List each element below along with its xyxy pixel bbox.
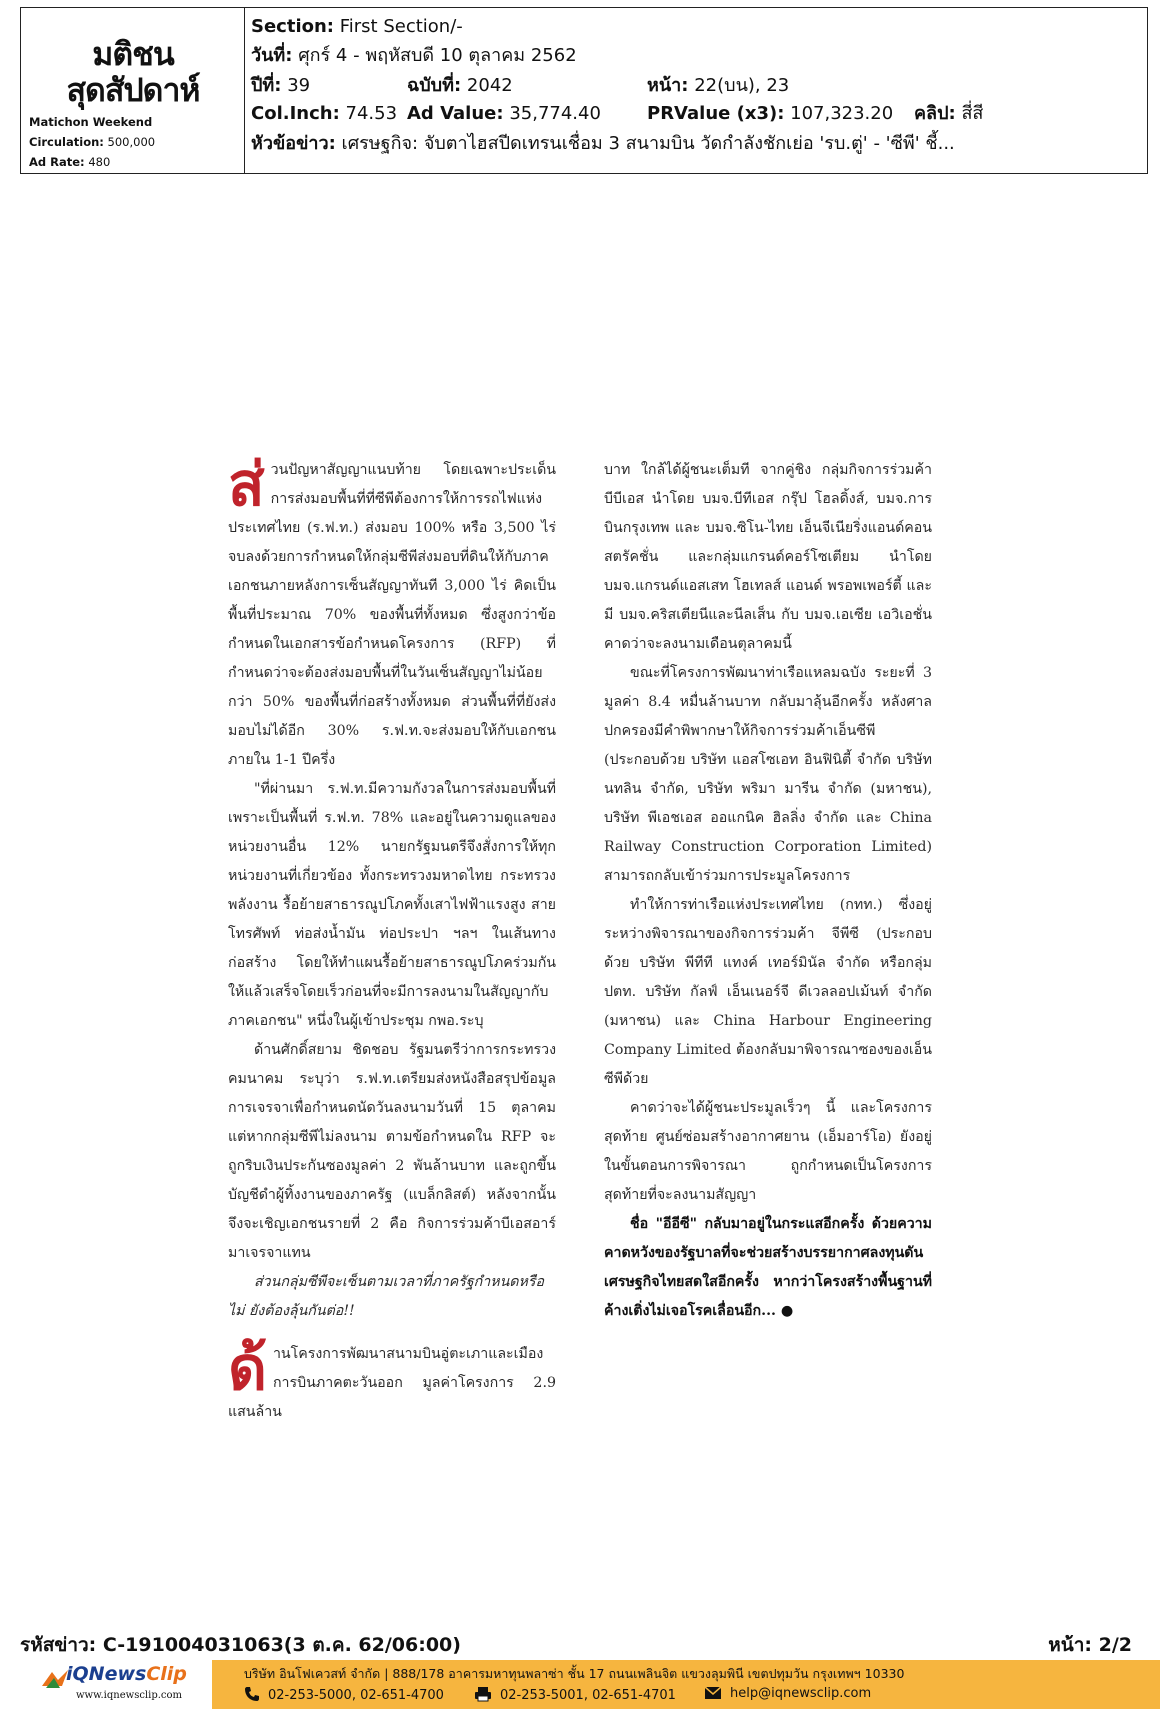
publication-english-name: Matichon Weekend [29, 115, 153, 129]
publication-logo-cell [21, 8, 245, 173]
date-field: วันที่: ศุกร์ 4 - พฤหัสบดี 10 ตุลาคม 2562 [251, 45, 577, 66]
colinch-field: Col.Inch: 74.53 [251, 103, 398, 124]
article-left-column [228, 450, 556, 1427]
article-paragraph: "ที่ผ่านมา ร.ฟ.ท.มีความกังวลในการส่งมอบพื้นที่ เพราะเป็นพื้นที่ ร.ฟ.ท. 78% และอยู่ในความดูแลของหน่วยงานอื่น 12% นายกรัฐมนตรีจึงสั่งการให้ทุกหน่วยงานที่เกี่ยวข้อง ทั้งกระทรวงมหาดไทย กระทรวงพลังงาน รื้อย้ายสาธารณูปโภคทั้งเสาไฟฟ้าแรงสูง สายโทรศัพท์ ท่อส่งน้ำมัน ท่อประปา ฯลฯ ในเส้นทางก่อสร้าง โดยให้ทำแผนรื้อย้ายสาธารณูปโภคร่วมกันให้แล้วเสร็จโดยเร็วก่อนที่จะมีการลงนามในสัญญากับภาคเอกชน" หนึ่งในผู้เข้าประชุม กพอ.ระบุ [228, 781, 556, 1029]
headline-field: หัวข้อข่าว: เศรษฐกิจ: จับตาไฮสปีดเทรนเชื่อม 3 สนามบิน วัดกำลังชักเย่อ 'รบ.ตู่' - 'ซีพี' ชี้... [251, 133, 955, 154]
phone-icon [244, 1686, 260, 1702]
clip-header [20, 7, 1148, 174]
fax-icon [474, 1686, 492, 1702]
fax-contact: 02-253-5001, 02-651-4701 [474, 1686, 676, 1703]
drop-cap: ด้ [228, 1334, 267, 1404]
company-address: บริษัท อินโฟเควสท์ จำกัด | 888/178 อาคารมหาทุนพลาซ่า ชั้น 17 ถนนเพลินจิต แขวงลุมพินี เขตปทุมวัน กรุงเทพฯ 10330 [244, 1666, 905, 1681]
brand-url: www.iqnewsclip.com [76, 1690, 183, 1701]
publication-name-line2: สุดสัปดาห์ [66, 71, 200, 109]
phone-contact: 02-253-5000, 02-651-4700 [244, 1686, 444, 1703]
brand-name: iQNewsClip [66, 1663, 187, 1685]
clip-field: คลิป: สี่สี [914, 103, 984, 124]
email-icon [704, 1686, 722, 1700]
article-paragraph: ด้านศักดิ์สยาม ชิดชอบ รัฐมนตรีว่าการกระทรวงคมนาคม ระบุว่า ร.ฟ.ท.เตรียมส่งหนังสือสรุปข้อมูลการเจรจาเพื่อกำหนดนัดวันลงนามวันที่ 15 ตุลาคม แต่หากกลุ่มซีพีไม่ลงนาม ตามข้อกำหนดใน RFP จะถูกริบเงินประกันซองมูลค่า 2 พันล้านบาท และถูกขึ้นบัญชีดำผู้ทิ้งงานของภาครัฐ (แบล็กลิสต์) หลังจากนั้นจึงจะเชิญเอกชนรายที่ 2 คือ กิจการร่วมค้าบีเอสอาร์ มาเจรจาแทน [228, 1042, 556, 1261]
issue-field: ฉบับที่: 2042 [407, 75, 513, 96]
article-right-column [604, 456, 932, 1326]
article-paragraph: ส่วนกลุ่มซีพีจะเซ็นตามเวลาที่ภาครัฐกำหนดหรือไม่ ยังต้องลุ้นกันต่อ!! [228, 1274, 544, 1319]
news-code: รหัสข่าว: C-191004031063(3 ต.ค. 62/06:00) [20, 1634, 461, 1656]
page-number: หน้า: 2/2 [1048, 1634, 1132, 1656]
advalue-field: Ad Value: 35,774.40 [407, 103, 601, 124]
publication-name-line1: มติชน [92, 35, 174, 73]
circulation: Circulation: 500,000 [29, 135, 156, 149]
footer-contact-info [212, 1660, 1160, 1709]
article-paragraph: คาดว่าจะได้ผู้ชนะประมูลเร็วๆ นี้ และโครงการสุดท้าย ศูนย์ซ่อมสร้างอากาศยาน (เอ็มอาร์โอ) ยังอยู่ในขั้นตอนการพิจารณา ถูกกำหนดเป็นโครงการสุดท้ายที่จะลงนามสัญญา [604, 1100, 932, 1203]
article-paragraph: ทำให้การท่าเรือแห่งประเทศไทย (กทท.) ซึ่งอยู่ระหว่างพิจารณาของกิจการร่วมค้า จีพีซี (ประกอบด้วย บริษัท พีทีที แทงค์ เทอร์มินัล จำกัด หรือกลุ่ม ปตท. บริษัท กัลฟ์ เอ็นเนอร์จี ดีเวลลอปเม้นท์ จำกัด (มหาชน) และ China Harbour Engineering Company Limited ต้องกลับมาพิจารณาซองของเอ็นซีพีด้วย [604, 897, 932, 1087]
article-paragraph: ขณะที่โครงการพัฒนาท่าเรือแหลมฉบัง ระยะที่ 3 มูลค่า 8.4 หมื่นล้านบาท กลับมาลุ้นอีกครั้ง หลังศาลปกครองมีคำพิพากษาให้กิจการร่วมค้าเอ็นซีพี (ประกอบด้วย บริษัท แอสโซเอท อินฟินิตี้ จำกัด บริษัท นทลิน จำกัด, บริษัท พริมา มารีน จำกัด (มหาชน), บริษัท พีเอชเอส ออแกนิค ฮิลลิ่ง จำกัด และ China Railway Construction Corporation Limited) สามารถกลับเข้าร่วมการประมูลโครงการ [604, 665, 932, 884]
page-field: หน้า: 22(บน), 23 [647, 75, 790, 96]
article-paragraph: ส่ วนปัญหาสัญญาแนบท้าย โดยเฉพาะประเด็นการส่งมอบพื้นที่ที่ซีพีต้องการให้การรถไฟแห่งประเทศไทย (ร.ฟ.ท.) ส่งมอบ 100% หรือ 3,500 ไร่ จบลงด้วยการกำหนดให้กลุ่มซีพีส่งมอบที่ดินให้กับภาคเอกชนภายหลังการเซ็นสัญญาทันที 3,000 ไร่ คิดเป็นพื้นที่ประมาณ 70% ของพื้นที่ทั้งหมด ซึ่งสูงกว่าข้อกำหนดในเอกสารข้อกำหนดโครงการ (RFP) ที่กำหนดว่าจะต้องส่งมอบพื้นที่ในวันเซ็นสัญญาไม่น้อยกว่า 50% ของพื้นที่ก่อสร้างทั้งหมด ส่วนพื้นที่ที่ยังส่งมอบไม่ได้อีก 30% ร.ฟ.ท.จะส่งมอบให้กับเอกชนภายใน 1-1 ปีครึ่ง [228, 450, 556, 768]
drop-cap: ส่ [228, 450, 265, 520]
iqnewsclip-logo [0, 1660, 212, 1709]
article-paragraph: บาท ใกล้ได้ผู้ชนะเต็มที จากคู่ชิง กลุ่มกิจการร่วมค้า บีบีเอส นำโดย บมจ.บีทีเอส กรุ๊ป โฮลดิ้งส์, บมจ.การบินกรุงเทพ และ บมจ.ซิโน-ไทย เอ็นจีเนียริ่งแอนด์คอนสตรัคชั่น และกลุ่มแกรนด์คอร์โซเตียม นำโดย บมจ.แกรนด์แอสเสท โฮเทลส์ แอนด์ พรอพเพอร์ตี้ และมี บมจ.คริสเตียนีและนีลเส็น กับ บมจ.เอเซีย เอวิเอชั่น คาดว่าจะลงนามเดือนตุลาคมนี้ [604, 462, 932, 652]
year-field: ปีที่: 39 [251, 75, 311, 96]
footer-bar [0, 1660, 1160, 1709]
article-paragraph: ด้ านโครงการพัฒนาสนามบินอู่ตะเภาและเมืองการบินภาคตะวันออก มูลค่าโครงการ 2.9 แสนล้าน [228, 1334, 556, 1420]
section-field: Section: First Section/- [251, 16, 463, 37]
prvalue-field: PRValue (x3): 107,323.20 [647, 103, 894, 124]
email-contact: help@iqnewsclip.com [704, 1686, 871, 1701]
ad-rate: Ad Rate: 480 [29, 155, 111, 169]
article-closing-paragraph: ชื่อ "อีอีซี" กลับมาอยู่ในกระแสอีกครั้ง ด้วยความคาดหวังของรัฐบาลที่จะช่วยสร้างบรรยากาศลงทุนดันเศรษฐกิจไทยสดใสอีกครั้ง หากว่าโครงสร้างพื้นฐานที่ค้างเติ่งไม่เจอโรคเลื่อนอีก... ● [604, 1216, 932, 1319]
